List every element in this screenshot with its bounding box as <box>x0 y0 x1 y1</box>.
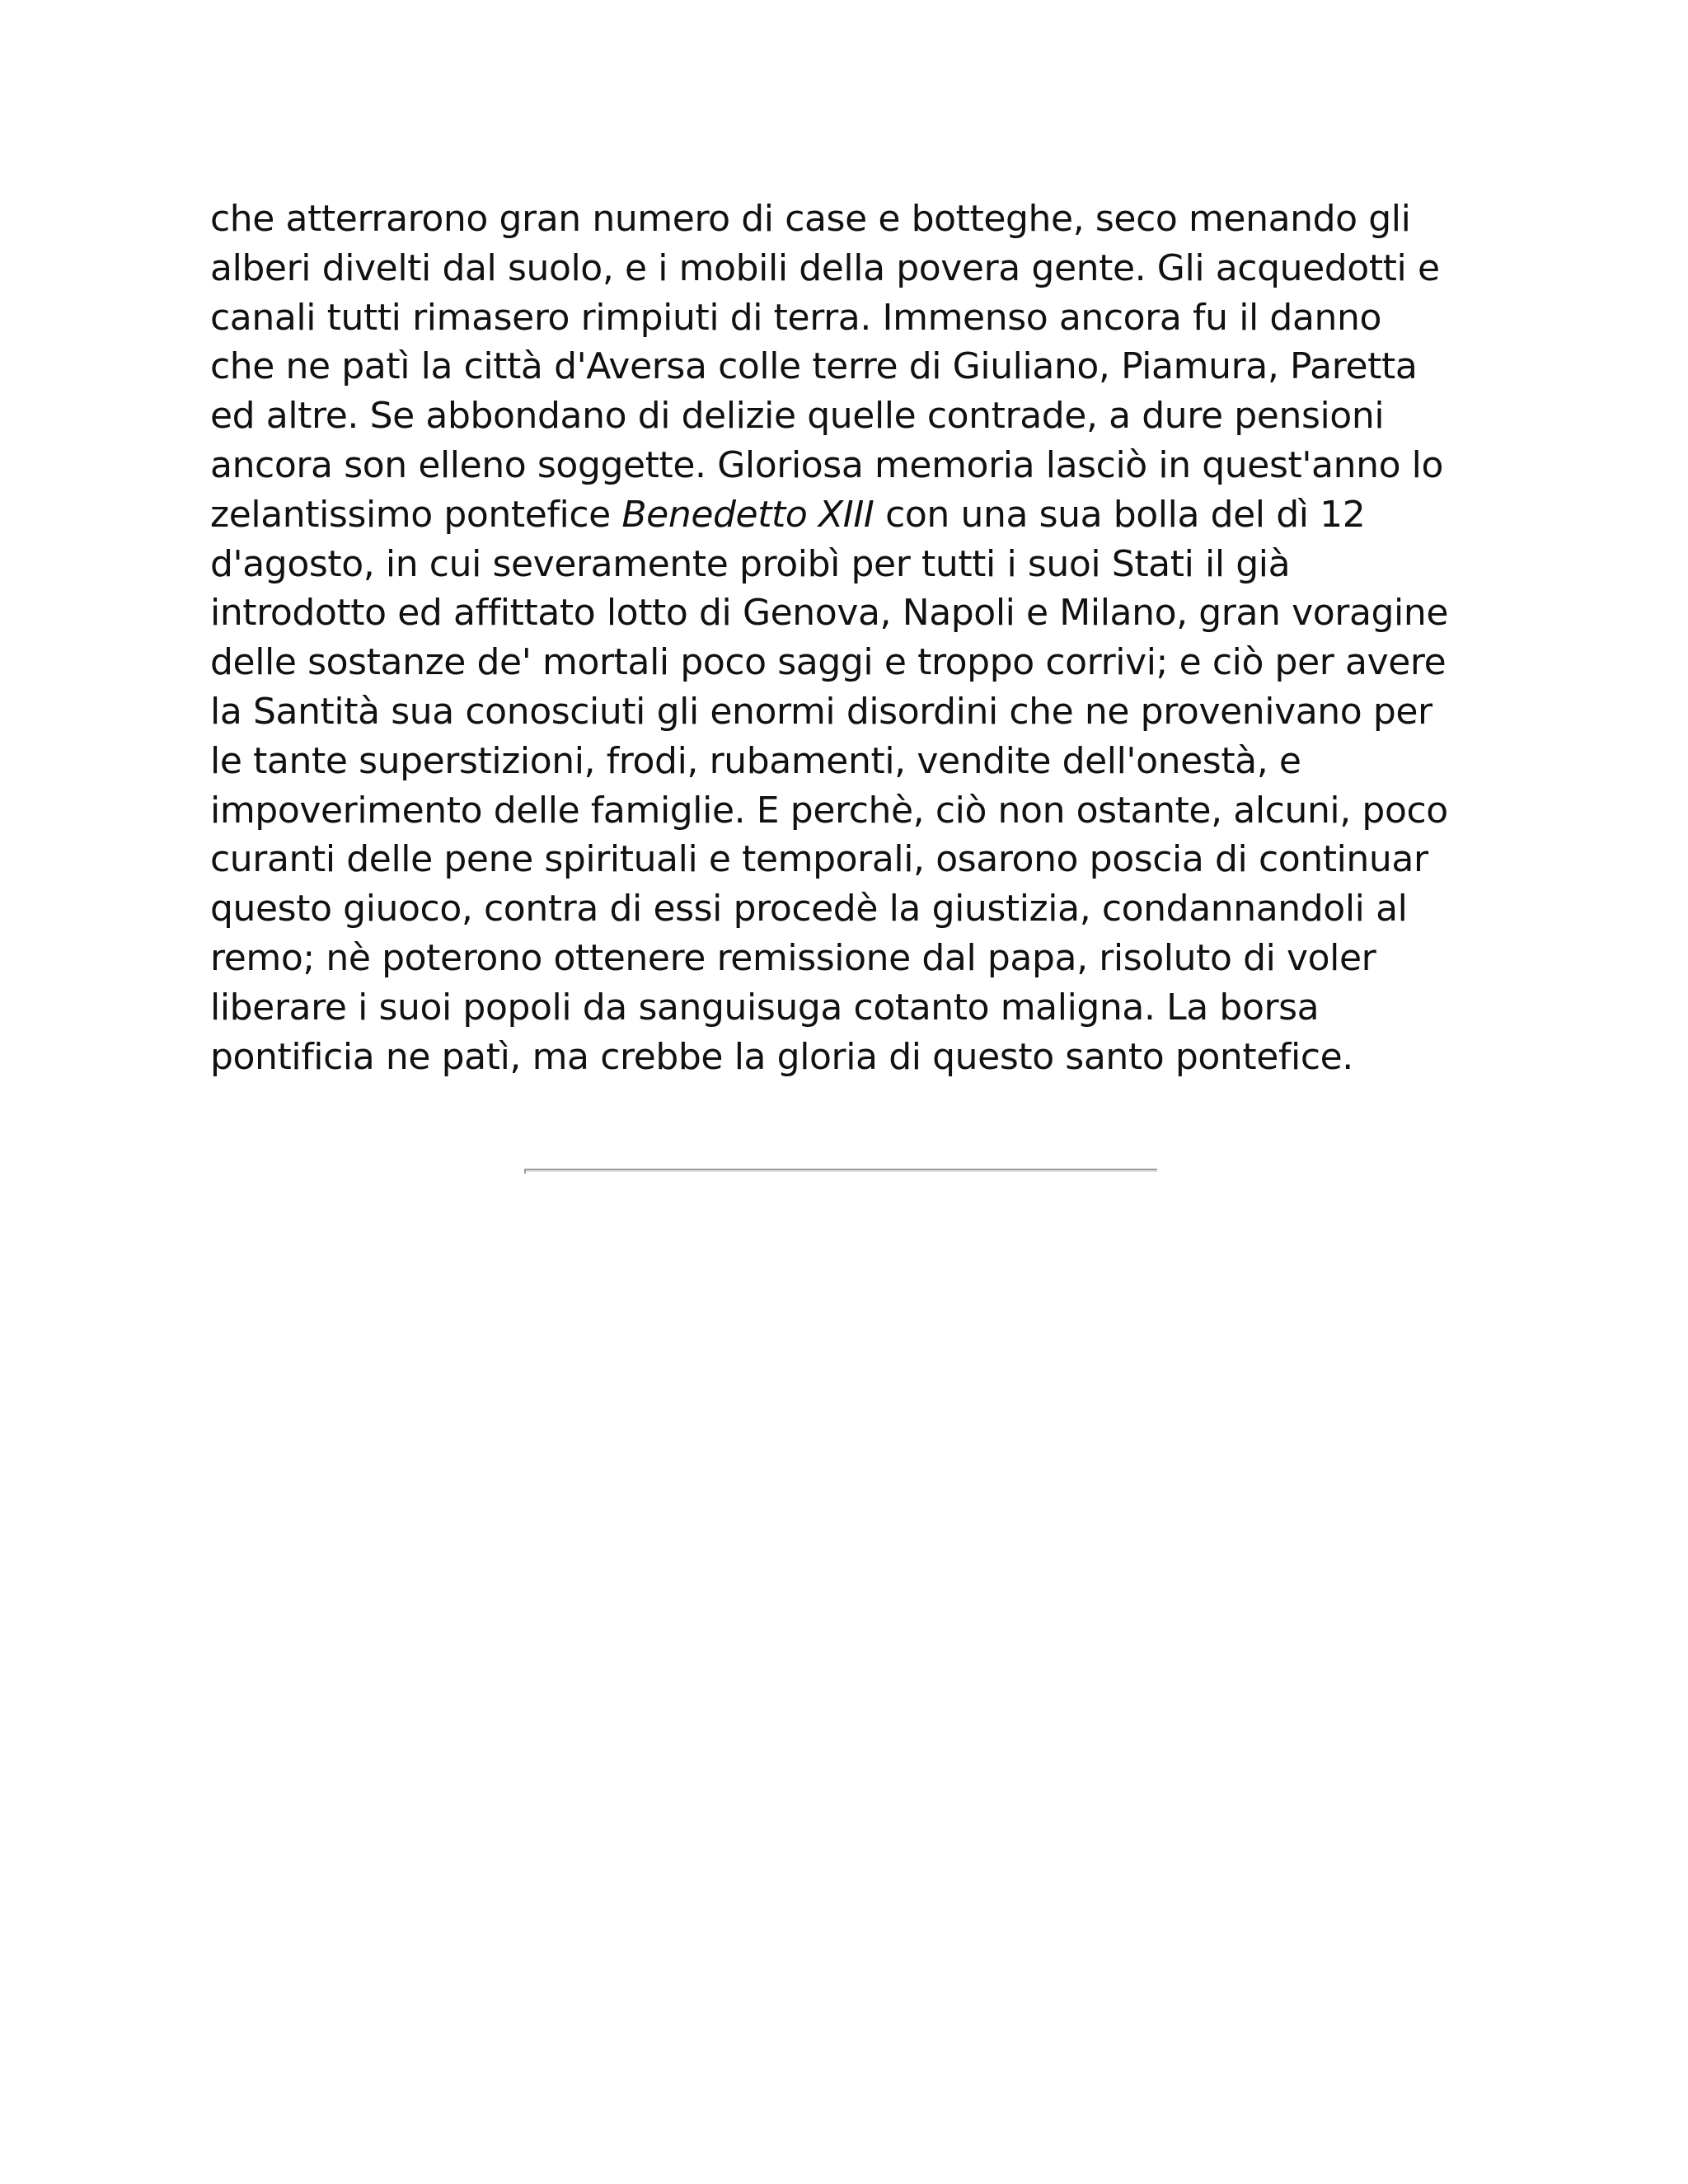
text-line: remo; nè poterono ottenere remissione dal papa, risoluto di voler <box>210 936 1376 979</box>
body-paragraph <box>210 194 1496 1081</box>
text-segment: con una sua bolla del dì 12 <box>874 493 1366 536</box>
text-line: d'agosto, in cui severamente proibì per tutti i suoi Stati il già <box>210 542 1291 585</box>
text-line: delle sostanze de' mortali poco saggi e troppo corrivi; e ciò per avere <box>210 641 1447 684</box>
text-line: ancora son elleno soggette. Gloriosa memoria lasciò in quest'anno lo <box>210 443 1444 486</box>
text-line: le tante superstizioni, frodi, rubamenti, vendite dell'onestà, e <box>210 739 1301 782</box>
text-line: che atterrarono gran numero di case e botteghe, seco menando gli <box>210 198 1411 240</box>
text-line <box>210 490 1496 540</box>
text-line: liberare i suoi popoli da sanguisuga cotanto maligna. La borsa <box>210 986 1320 1029</box>
text-line: che ne patì la città d'Aversa colle terre di Giuliano, Piamura, Paretta <box>210 345 1418 388</box>
text-line: pontificia ne patì, ma crebbe la gloria di questo santo pontefice. <box>210 1035 1353 1078</box>
horizontal-rule <box>524 1169 1157 1172</box>
text-segment: zelantissimo pontefice <box>210 493 622 536</box>
text-line: introdotto ed affittato lotto di Genova, Napoli e Milano, gran voragine <box>210 592 1449 635</box>
italic-name: Benedetto XIII <box>621 493 874 536</box>
text-line: ed altre. Se abbondano di delizie quelle contrade, a dure pensioni <box>210 395 1385 438</box>
text-line: curanti delle pene spirituali e temporali, osarono poscia di continuar <box>210 838 1428 881</box>
text-line: canali tutti rimasero rimpiuti di terra. Immenso ancora fu il danno <box>210 296 1382 339</box>
text-line: alberi divelti dal suolo, e i mobili della povera gente. Gli acquedotti e <box>210 246 1440 289</box>
text-line: questo giuoco, contra di essi procedè la giustizia, condannandoli al <box>210 888 1408 930</box>
text-line: impoverimento delle famiglie. E perchè, ciò non ostante, alcuni, poco <box>210 789 1448 832</box>
text-line: la Santità sua conosciuti gli enormi disordini che ne provenivano per <box>210 690 1432 733</box>
